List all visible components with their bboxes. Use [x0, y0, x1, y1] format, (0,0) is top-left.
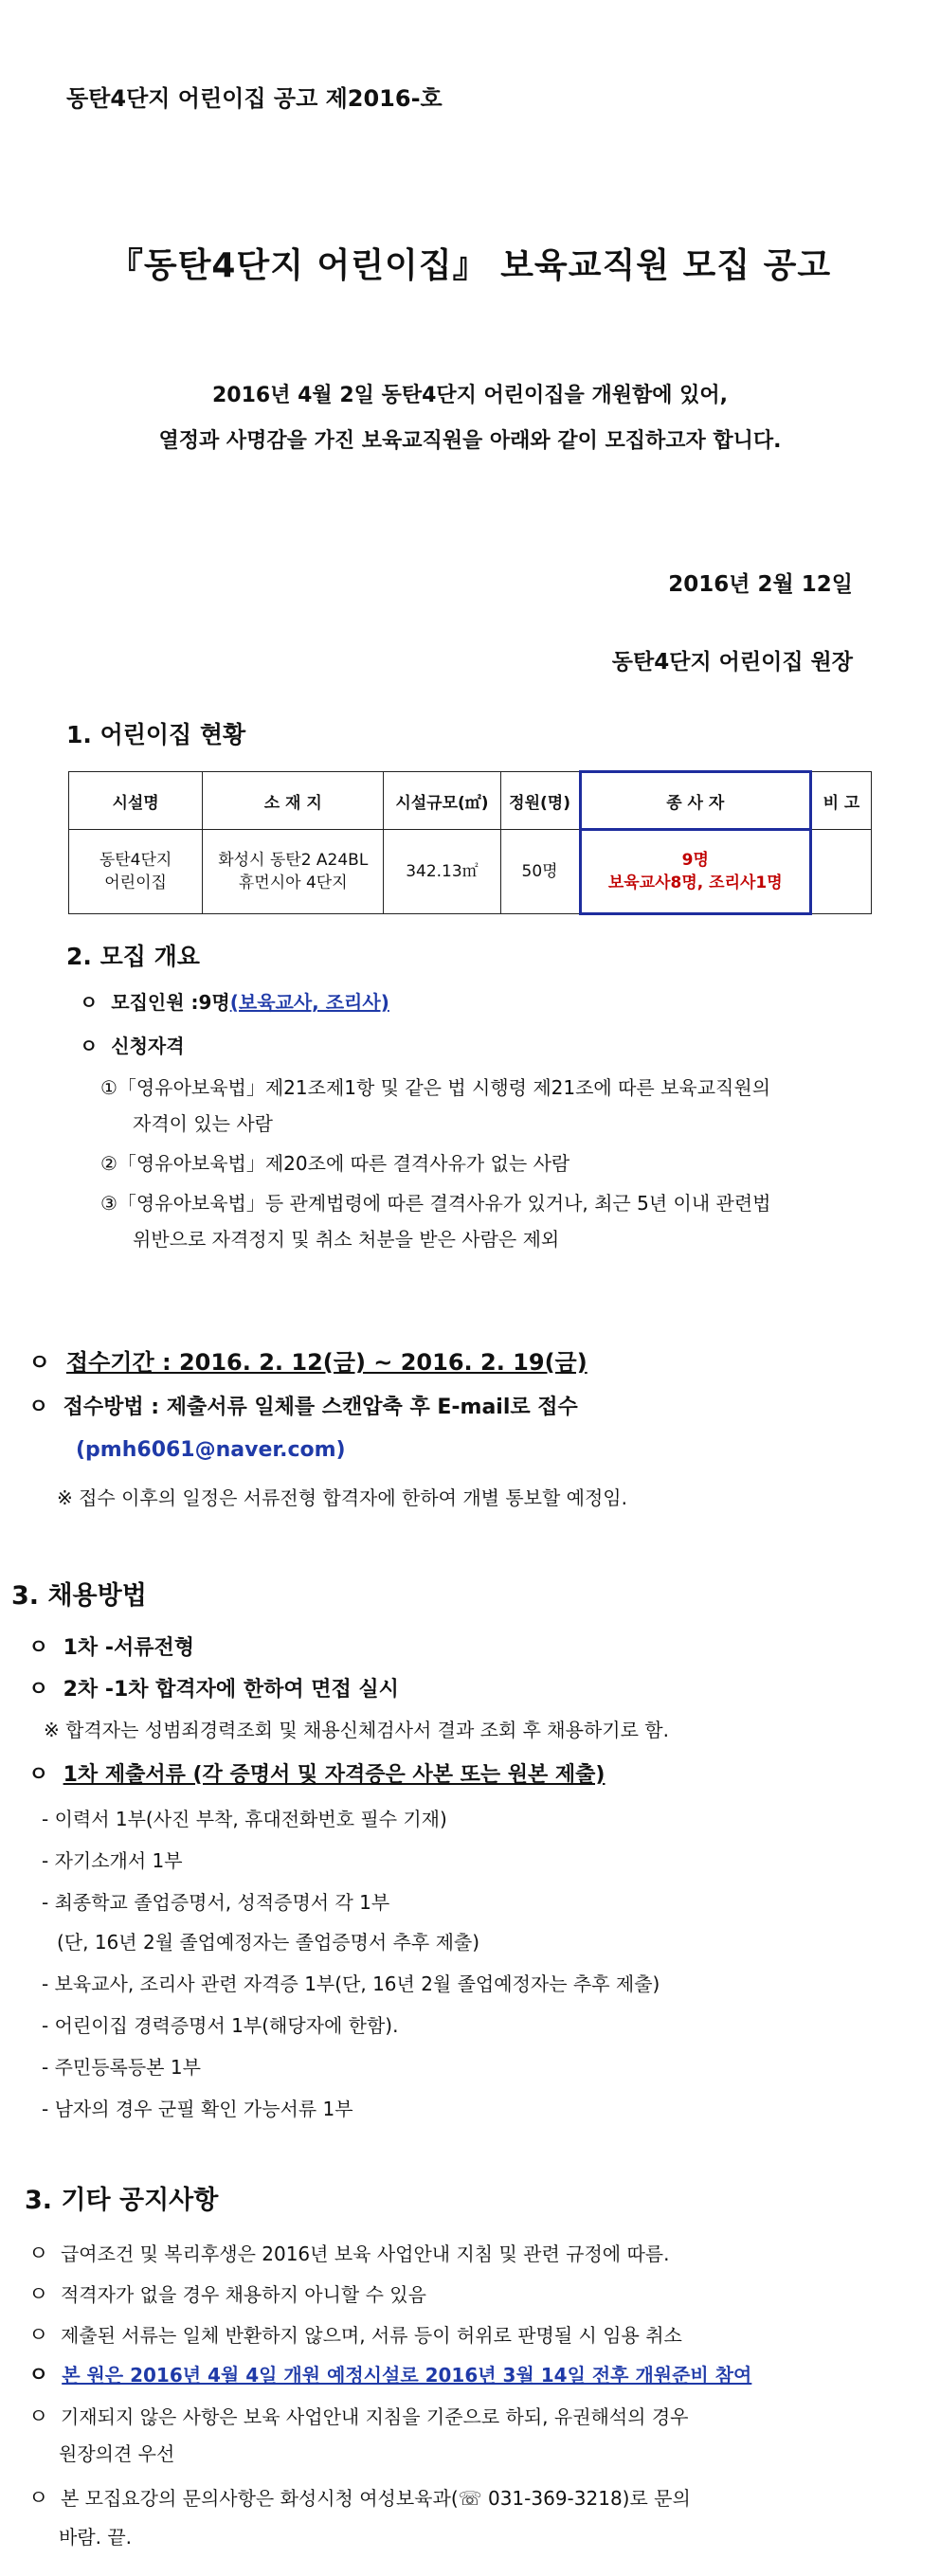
notice-item — [28, 2238, 669, 2267]
qualification-item: ①「영유아보육법」제21조제1항 및 같은 법 시행령 제21조에 따른 보육교직원의 — [100, 1076, 771, 1099]
doc-item: (단, 16년 2월 졸업예정자는 졸업증명서 추후 제출) — [57, 1931, 480, 1954]
notice-item-text: 급여조건 및 복리후생은 2016년 보육 사업안내 지침 및 관련 규정에 따름. — [60, 2243, 670, 2265]
circle-bullet-icon: ㅇ — [28, 1678, 49, 1702]
notice-item — [28, 2401, 688, 2430]
table-header: 비 고 — [810, 772, 871, 830]
cell-line: 9명 — [681, 851, 709, 870]
qualification-item: 위반으로 자격정지 및 취소 처분을 받은 사람은 제외 — [133, 1228, 560, 1251]
notice-item-continued: 바람. 끝. — [59, 2526, 133, 2549]
doc-item: - 최종학교 졸업증명서, 성적증명서 각 1부 — [42, 1891, 390, 1914]
cell-line: 화성시 동탄2 A24BL — [218, 851, 369, 870]
cell-line: 휴먼시아 4단지 — [238, 874, 348, 892]
doc-item: - 주민등록등본 1부 — [42, 2056, 201, 2079]
recruit-line — [80, 987, 389, 1015]
table-cell-address — [203, 830, 384, 914]
notice-item — [28, 2319, 682, 2349]
signer: 동탄4단지 어린이집 원장 — [611, 650, 853, 675]
table-cell-staff — [580, 830, 810, 914]
recruit-label: 모집인원 :9명 — [111, 991, 230, 1014]
table-cell-name — [69, 830, 203, 914]
circle-bullet-icon: ㅇ — [28, 1349, 51, 1376]
notice-item-continued: 원장의견 우선 — [59, 2442, 175, 2465]
notice-item — [28, 2359, 751, 2388]
table-header: 시설규모(㎡) — [384, 772, 500, 830]
circle-bullet-icon: ㅇ — [80, 991, 99, 1014]
cell-line: 동탄4단지 — [99, 851, 172, 870]
step-1 — [28, 1631, 194, 1661]
receipt-period — [28, 1343, 588, 1377]
doc-item: - 자기소개서 1부 — [42, 1849, 183, 1872]
notice-item — [28, 2482, 691, 2512]
docs-heading-text: 1차 제출서류 (각 증명서 및 자격증은 사본 또는 원본 제출) — [63, 1763, 606, 1787]
receipt-method-text: 접수방법 : 제출서류 일체를 스캔압축 후 E-mail로 접수 — [63, 1396, 578, 1419]
section-1-heading: 1. 어린이집 현황 — [66, 721, 246, 748]
notice-item-text: 기재되지 않은 사항은 보육 사업안내 지침을 기준으로 하되, 유권해석의 경우 — [60, 2405, 689, 2428]
qual-label: 신청자격 — [111, 1035, 185, 1057]
circle-bullet-icon: ㅇ — [80, 1035, 99, 1057]
circle-bullet-icon: ㅇ — [28, 2243, 49, 2266]
table-cell-capacity: 50명 — [500, 830, 580, 914]
step-2 — [28, 1673, 399, 1702]
docs-heading — [28, 1758, 606, 1788]
table-header: 소 재 지 — [203, 772, 384, 830]
doc-item: - 남자의 경우 군필 확인 가능서류 1부 — [42, 2098, 353, 2120]
intro-line-1: 2016년 4월 2일 동탄4단지 어린이집을 개원함에 있어, — [211, 384, 728, 407]
notice-item-text: 본 원은 2016년 4월 4일 개원 예정시설로 2016년 3월 14일 전후 개원준비 참여 — [62, 2364, 752, 2387]
cell-line: 어린이집 — [104, 874, 167, 892]
qualification-item: ②「영유아보육법」제20조에 따른 결격사유가 없는 사람 — [100, 1152, 570, 1175]
circle-bullet-icon: ㅇ — [28, 1636, 49, 1660]
table-cell-size: 342.13㎡ — [384, 830, 500, 914]
intro-line-2: 열정과 사명감을 가진 보육교직원을 아래와 같이 모집하고자 합니다. — [158, 429, 782, 453]
doc-item: - 이력서 1부(사진 부착, 휴대전화번호 필수 기재) — [42, 1808, 447, 1830]
doc-item: - 보육교사, 조리사 관련 자격증 1부(단, 16년 2월 졸업예정자는 추후 제출) — [42, 1973, 660, 1995]
hiring-note: ※ 합격자는 성범죄경력조회 및 채용신체검사서 결과 조회 후 채용하기로 함. — [44, 1719, 669, 1741]
qualification-item: 자격이 있는 사람 — [133, 1112, 273, 1135]
facility-status-table — [68, 770, 872, 915]
table-header: 종 사 자 — [580, 772, 810, 830]
circle-bullet-icon: ㅇ — [28, 2324, 49, 2348]
notice-number: 동탄4단지 어린이집 공고 제2016-호 — [66, 85, 443, 112]
table-header: 시설명 — [69, 772, 203, 830]
cell-line: 보육교사8명, 조리사1명 — [607, 874, 783, 892]
circle-bullet-icon: ㅇ — [28, 2364, 49, 2387]
notice-item-text: 본 모집요강의 문의사항은 화성시청 여성보육과(☏ 031-369-3218)로 문의 — [60, 2487, 691, 2510]
circle-bullet-icon: ㅇ — [28, 2405, 49, 2429]
table-header-row — [69, 772, 872, 830]
recruit-detail: (보육교사, 조리사) — [229, 991, 389, 1014]
circle-bullet-icon: ㅇ — [28, 2283, 49, 2307]
table-cell-note — [810, 830, 871, 914]
receipt-period-text: 접수기간 : 2016. 2. 12(금) ~ 2016. 2. 19(금) — [65, 1349, 588, 1376]
table-header: 정원(명) — [500, 772, 580, 830]
receipt-email: (pmh6061@naver.com) — [76, 1438, 346, 1462]
doc-item: - 어린이집 경력증명서 1부(해당자에 한함). — [42, 2014, 399, 2037]
step-2-text: 2차 -1차 합격자에 한하여 면접 실시 — [63, 1678, 399, 1702]
notice-date: 2016년 2월 12일 — [668, 572, 853, 597]
qualification-heading — [80, 1031, 185, 1058]
circle-bullet-icon: ㅇ — [28, 1763, 49, 1787]
section-4-heading: 3. 기타 공지사항 — [25, 2186, 219, 2215]
circle-bullet-icon: ㅇ — [28, 2487, 49, 2511]
table-row — [69, 830, 872, 914]
page-title: 『동탄4단지 어린이집』 보육교직원 모집 공고 — [108, 246, 832, 285]
receipt-note: ※ 접수 이후의 일정은 서류전형 합격자에 한하여 개별 통보할 예정임. — [57, 1486, 627, 1509]
notice-item — [28, 2279, 426, 2308]
notice-item-text: 제출된 서류는 일체 반환하지 않으며, 서류 등이 허위로 판명될 시 임용 취소 — [60, 2324, 682, 2347]
step-1-text: 1차 -서류전형 — [63, 1636, 194, 1660]
receipt-method — [28, 1391, 578, 1420]
section-2-heading: 2. 모집 개요 — [66, 943, 200, 970]
section-3-heading: 3. 채용방법 — [11, 1581, 147, 1611]
notice-item-text: 적격자가 없을 경우 채용하지 아니할 수 있음 — [60, 2283, 426, 2306]
circle-bullet-icon: ㅇ — [28, 1396, 49, 1419]
qualification-item: ③「영유아보육법」등 관계법령에 따른 결격사유가 있거나, 최근 5년 이내 관련법 — [100, 1192, 771, 1215]
